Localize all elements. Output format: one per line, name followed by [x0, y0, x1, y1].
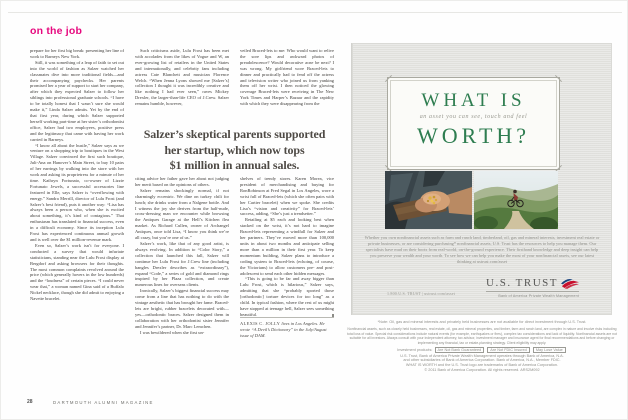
article-paragraph: shelves of trendy stores. Karen Morea, vice president of merchandising and buying for RonRobinson at Fred Segal in Los Angeles, wore a wrist full of Braced-lets (which she often pairs with her Cartier bracelet) when we spoke. She credits Lisa’s “vision and creativity” for Braced-lets’ success, adding, “She’s just a trendsetter.”: [240, 176, 334, 217]
author-note: lives in Los Angeles. He wrote “A Devil’s Dictionary” in the July/August issue of DAM.: [240, 320, 327, 338]
author-byline: [240, 321, 334, 339]
investment-box: May Lose Value: [533, 347, 566, 353]
pull-quote-line: $1 million in annual sales.: [169, 158, 300, 172]
us-trust-logotype: U.S. TRUST: [486, 277, 558, 289]
investment-products-row: [352, 347, 612, 353]
article-paragraph: veiled Braced-lets to me: Who would want to relive the sore lips and awkward photos of preadolescence? Would decorative acne be next? I was wrong. My girlfriend wore Braced-lets to dinner and practically had to fend off the actress and television writer who joined us from yanking them off her wrist. I then noticed the glowing coverage Braced-lets were receiving in The New York Times and Harper’s Bazaar and the rapidity with which they were disappearing from the: [240, 48, 334, 107]
page-number: 28: [27, 399, 33, 405]
ad-photo-strip: [385, 171, 558, 229]
us-trust-advertisement: [352, 43, 612, 315]
article-paragraph: Such criticisms aside, Lulu Frost has been met with accolades from the likes of Vogue and W, an ever-growing list of retailers in the United States and internationally, and celebrity fans including actress Cate Blanchett and musician Florence Welch. “When Jenna Lyons showed me [Salzer’s] collection I thought it was incredibly creative and like nothing I had ever seen,” raves Mickey Drexler, the larger-than-life CEO of J.Crew. Salzer remains humble, however,: [135, 48, 229, 107]
article-paragraph: “This is going to be far and away bigger than Lulu Frost, which is hilarious,” Salzer says, admitting that she “probably sported those [orthodontic] torture devices for too long” as a child. In typical fashion, where the rest of us might have stopped at teenage hell, Salzer sees something beautiful.: [240, 276, 334, 317]
logo-tagline: Bank of America Private Wealth Management: [486, 291, 579, 298]
magazine-name: DARTMOUTH ALUMNI MAGAZINE: [53, 399, 154, 405]
frame-corner-ornament: [555, 75, 562, 82]
legal-line: WHAT IS WORTH and the U.S. Trust logo are trademarks of Bank of America Corporation.: [405, 363, 559, 368]
article-paragraph: Even so, Salzer’s work isn’t for everyone. I conducted a survey that would infuriate statisticians, standing near the Lulu Frost display at Bergdorf and asking browsers for their thoughts. The most common complaints revolved around the price (which generally hovers in the low hundreds) and the “loudness” of certain pieces. “I could never wear that,” a woman named Gina said of a Buffalo Nickel necklace, though she did admit to enjoying a Navette bracelet.: [30, 242, 124, 302]
investment-products-label: Investment products:: [397, 348, 433, 352]
article-paragraph: citing advice her father gave her about not judging her merit based on the opinions of others.: [135, 176, 229, 187]
end-of-article-icon: [332, 314, 335, 317]
pull-quote-line: Salzer’s skeptical parents supported: [143, 127, 326, 141]
gold-panning-photo: [385, 171, 472, 229]
article-paragraph: Still, it was something of a leap of faith to set out into the world of fashion as Salzer watched her classmates dive into more traditional fields—and their accompanying paychecks. Her parents promised her a year of support to start her company, after which they expected Salzer to follow her siblings into professional graduate schools. “I have to be totally honest that I wasn’t sure she would make it,” Linda Salzer admits. Yet by the end of that first year, during which Salzer supported herself working part-time at her sister’s orthodontist office, Salzer had two employees, positive press and the legitimacy that came with having her work carried in Barneys.: [30, 59, 124, 142]
article-column-3-top: [240, 48, 334, 126]
author-name: ALEXIS C. JOLLY: [240, 320, 281, 326]
investment-box: Are Not Bank Guaranteed: [435, 347, 485, 353]
article-paragraph: Salzer remains shockingly normal, if not charmingly eccentric. We dine on turkey chili for lunch; she drinks water from a Nalgene bottle. And I witness the joy she derives from the half-nude, cross-dressing man we encounter while browsing the Antiques Garage at the Hell’s Kitchen flea market. As Richard Cullen, owner of Archangel Antiques, once told Lisa, “I know you think we’re all crazy, but you’re one of us.”: [135, 187, 229, 241]
article-paragraph: I was bewildered when she first un-: [140, 329, 205, 335]
legal-line: and other subsidiaries of Bank of America Corporation. Bank of America, N.A., Member FDIC.: [403, 358, 561, 363]
legal-line: © 2011 Bank of America Corporation. All rights reserved. ARS2M092: [424, 367, 540, 372]
article-column-2-bottom: [135, 176, 229, 393]
ad-body-copy: Whether you own nonfinancial assets such as farm and ranch land, timberland, oil, gas and mineral interests, investment real estate or private businesses, or are considering purchasing* nonfinancial assets, U.S. Trust has the resources to help you manage them. Our specialists have mud on their boots from real-world, on-the-ground experience. Their firsthand knowledge and deep insight can help you preserve your wealth and your worth. To see how we can help you make the most of your nonfinancial assets, see our latest thinking at ustrust.com/asset: [364, 235, 600, 265]
article-column-2-top: [135, 48, 229, 126]
ad-legal-text: [362, 354, 602, 373]
ad-disclaimer: Nonfinancial assets, such as closely held businesses, real estate, oil, gas and mineral properties, and timber, farm and ranch land, are complex in nature and involve risks including total loss of value. Special risk considerations include natural events (for example, earthquakes or fires), complex tax considerations and lack of liquidity. Nonfinancial assets are not suitable for all investors. Always consult with your independent attorney, tax advisor, investment manager and insurance agent for final recommendations and before changing or implementing any financial, tax or estate-planning strategy. Client eligibility may apply.: [347, 327, 617, 345]
us-trust-logo-block: [486, 277, 579, 298]
mountain-biker-photo: [474, 171, 558, 229]
legal-line: U.S. Trust, Bank of America Private Wealth Management operates through Bank of America, N.A.: [400, 353, 564, 358]
ad-footnote: *Note: Oil, gas and mineral interests and privately held businesses are not available for direct investment through U.S. Trust.: [377, 320, 587, 324]
article-column-1: [30, 48, 124, 393]
article-paragraph: Ironically, Salzer’s biggest financial success may come from a line that has nothing to do with the vintage aesthetic that has brought her fame. Braced-lets are bright, rubber bracelets decorated with—yes—orthodontic braces. Salzer designed them in collaboration with her orthodontist sister Jennifer and Jennifer’s partner, Dr. Marc Lemchen.: [135, 288, 229, 329]
ad-contact-line: 1.800.U.S. TRUST | ustrust.com/asset: [387, 291, 456, 296]
bank-of-america-flag-icon: [561, 278, 579, 289]
investment-box: Are Not FDIC Insured: [487, 347, 530, 353]
article-paragraph: Salzer’s work, like that of any good artist, is always evolving. In addition to “Color Story,” a collection that launched this fall, Salzer will continue her Lulu Frost for J.Crew line (including bangles Drexler describes as “extraordinary”), expand “Code,” a series of gold and diamond rings inspired by her Plaza collection, and create numerous lines for overseas clients.: [135, 240, 229, 288]
ad-headline-frame: [387, 77, 560, 170]
page-top-edge: [8, 12, 622, 13]
article-column-3-bottom: [240, 176, 334, 393]
ad-headline-bottom: WORTH?: [416, 123, 531, 148]
ad-headline-top: WHAT IS: [421, 90, 526, 111]
article-paragraph: Retailing at $5 each and looking best when stacked on the wrist, it’s not hard to imagine Braced-lets representing a windfall for Salzer and her partners. They’ve moved more than 100,000 units in about two months and anticipate selling more than a million in their first year. To keep momentum building, Salzer plans to introduce a coding system to Braced-lets (echoing, of course, the Victorians) to allow customers pre- and post-adolescent to send each other hidden messages.: [240, 217, 334, 276]
frame-corner-ornament: [385, 75, 392, 82]
pull-quote: [131, 127, 338, 174]
article-paragraph: “I know all about the hustle,” Salzer says as we venture on a shopping trip to boutiques in the West Village. Salzer convinced the first such boutique, Juli-Ana on Hanover’s Main Street, to buy 10 pairs of her earrings by walking into the store with her work and asking its proprietress for a minute of her time. Kathryn Fortunato, co-owner of Lizzie Fortunato Jewels, a successful accessories line featured in Elle, says Salzer is “overflowing with energy.” Sandra Merrill, director of Lulu Frost (and Salzer’s best friend), puts it another way: “Lisa has always been a person who, when she is excited about something, it’s kind of contagious.” That enthusiasm has translated to financial success, even in a difficult economy. Since its inception Lulu Frost has experienced continuous annual growth and is well over the $1 million-revenue mark.: [30, 142, 124, 242]
section-label: on the job: [30, 25, 83, 37]
article-paragraph: prepare for her first big break: presenting her line of work to Barneys New York.: [30, 48, 124, 59]
ad-headline-subline: an asset you can see, touch and feel: [419, 114, 528, 120]
pull-quote-line: her startup, which now tops: [164, 142, 305, 157]
